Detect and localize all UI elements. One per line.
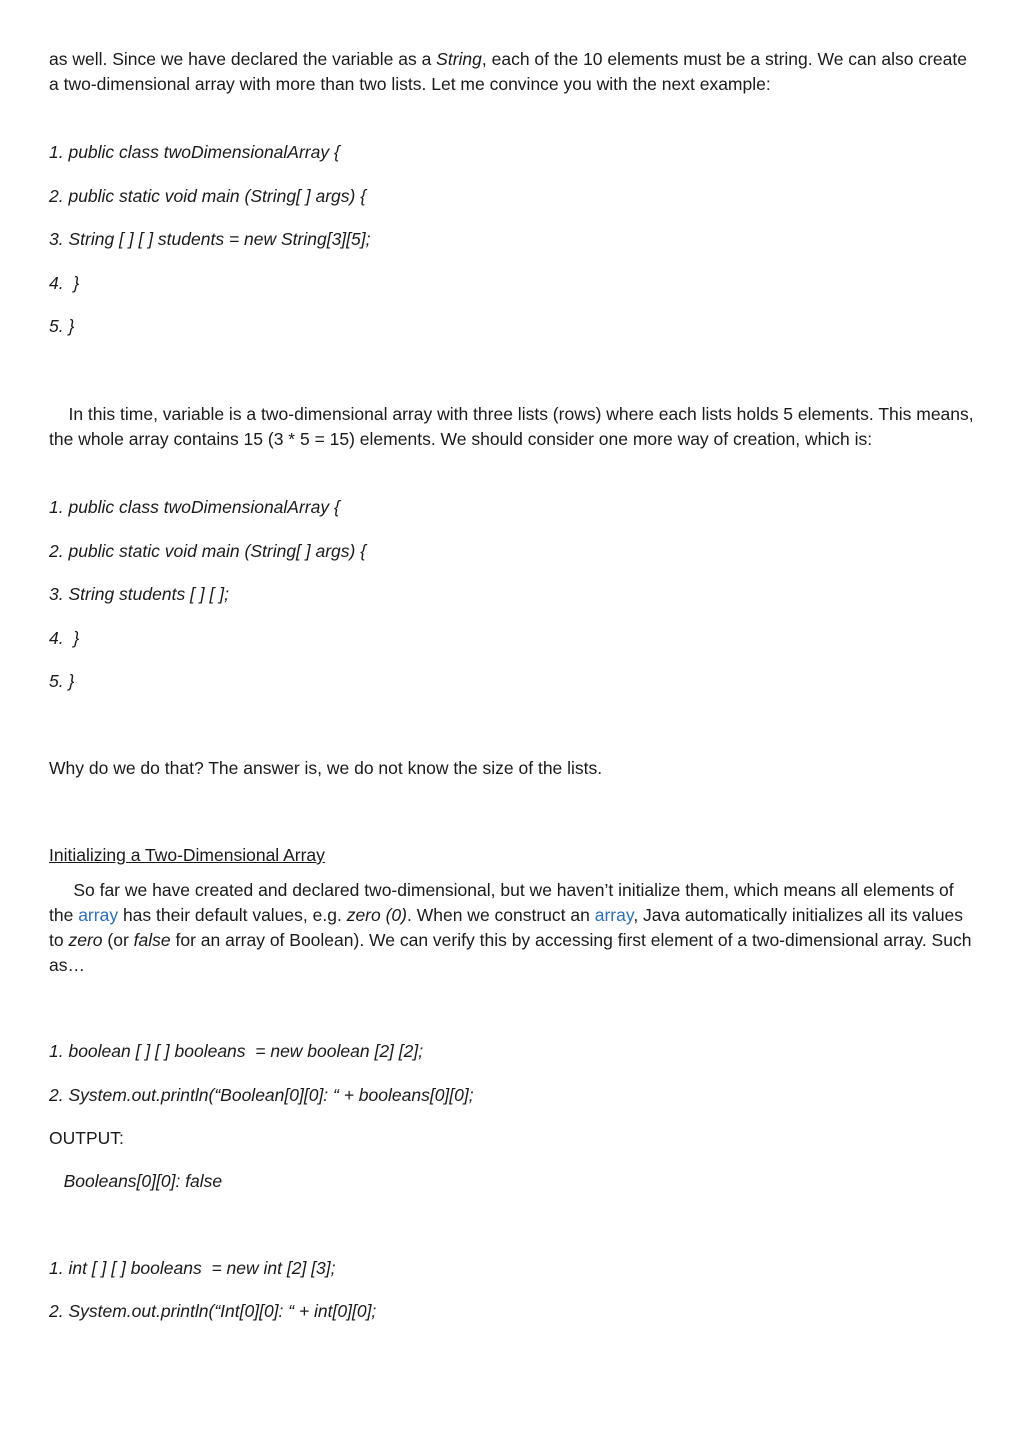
section-heading: Initializing a Two-Dimensional Array (49, 845, 325, 865)
code-example-1 (49, 140, 979, 339)
intro-text-b: , each of the 10 elements must be a string. We can also create a two-dimensional array with more than two lists. Let me convince you with the next example: (49, 49, 967, 94)
intro-text-a: as well. Since we have declared the variable as a (49, 49, 437, 69)
document-page (49, 47, 979, 1324)
code-line: 2. public static void main (String[ ] args) { (49, 185, 367, 206)
code-line: 2. public static void main (String[ ] args) { (49, 540, 367, 561)
code-line: 2. System.out.println(“Boolean[0][0]: “ + booleans[0][0]; (49, 1084, 474, 1105)
code-line: 2. System.out.println(“Int[0][0]: “ + int[0][0]; (49, 1301, 377, 1321)
init-text-a: So far we have created and declared two-dimensional, but we haven’t initialize them, which means all elements of the (49, 880, 959, 925)
init-emphasis-zero-2: zero (68, 930, 103, 950)
code-example-2 (49, 495, 979, 694)
init-text-d: , Java automatically initializes all its values to (49, 905, 968, 950)
output-label: OUTPUT: (49, 1127, 124, 1148)
code-line: 1. int [ ] [ ] booleans = new int [2] [3]; (49, 1257, 336, 1278)
init-text-b: has their default values, e.g. (118, 905, 347, 925)
initialization-paragraph (49, 878, 979, 978)
intro-paragraph (49, 47, 979, 97)
code-line: 5. } (49, 316, 75, 336)
code-line: 1. public class twoDimensionalArray { (49, 497, 340, 517)
explanation-paragraph: In this time, variable is a two-dimensional array with three lists (rows) where each lists holds 5 elements. This means, the whole array contains 15 (3 * 5 = 15) elements. We should consider one more way of creation, which is: (49, 404, 979, 449)
init-text-f: for an array of Boolean). We can verify this by accessing first element of a two-dimensional array. Such as… (49, 930, 977, 975)
intro-emphasis-string: String (436, 49, 482, 69)
code-example-4 (49, 1256, 979, 1325)
init-emphasis-zero: zero (0) (346, 905, 407, 925)
code-line: 4. } (49, 627, 80, 648)
init-text-c: . When we construct an (407, 905, 595, 925)
code-example-3 (49, 1039, 979, 1108)
init-text-e: (or (102, 930, 134, 950)
output-value: Booleans[0][0]: false (49, 1170, 223, 1191)
code-line: 3. String students [ ] [ ]; (49, 584, 229, 604)
code-line: 5. } (49, 671, 75, 691)
init-emphasis-false: false (133, 930, 171, 950)
code-line: 1. boolean [ ] [ ] booleans = new boolean [2] [2]; (49, 1041, 424, 1061)
array-link-2[interactable]: array (594, 905, 634, 925)
question-paragraph: Why do we do that? The answer is, we do not know the size of the lists. (49, 758, 603, 778)
code-line: 1. public class twoDimensionalArray { (49, 142, 340, 162)
code-line: 4. } (49, 272, 80, 293)
code-line: 3. String [ ] [ ] students = new String[3][5]; (49, 229, 371, 249)
array-link-1[interactable]: array (78, 905, 119, 925)
